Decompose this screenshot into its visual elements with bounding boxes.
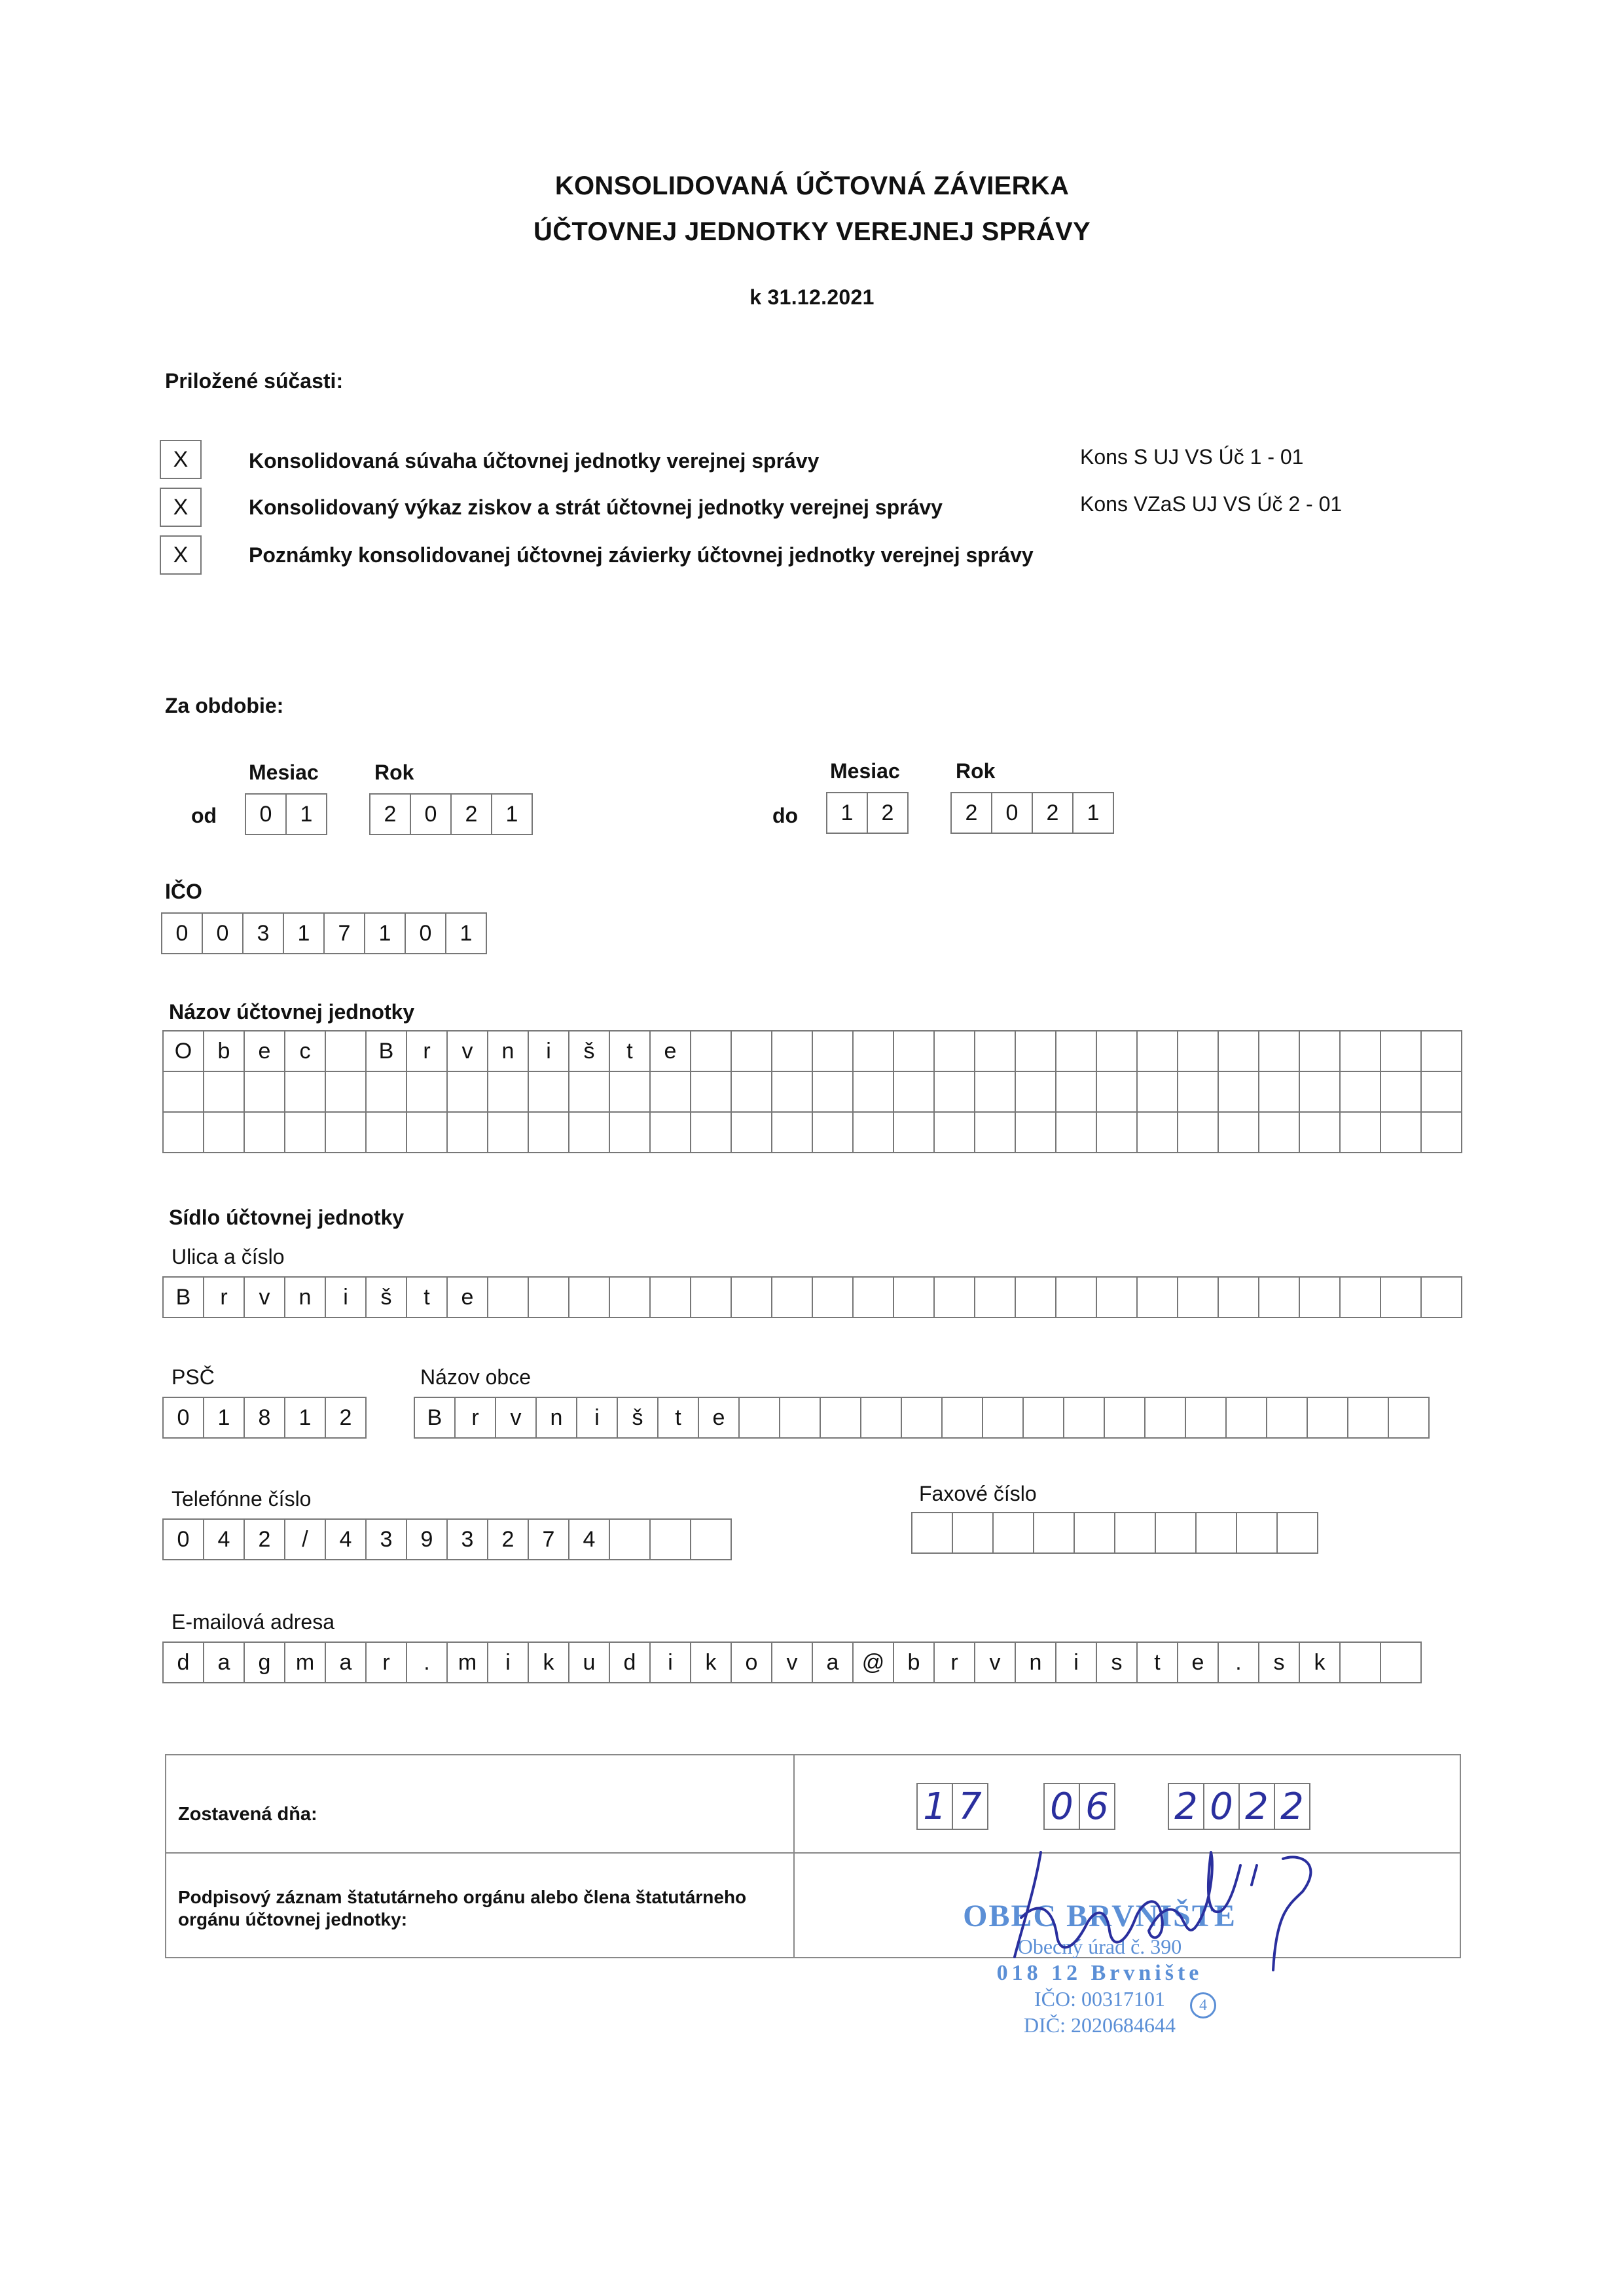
char-cell[interactable] bbox=[974, 1111, 1016, 1153]
email-label: E-mailová adresa bbox=[171, 1610, 334, 1634]
entity-name-row-1[interactable] bbox=[162, 1030, 1461, 1072]
char-cell[interactable] bbox=[1339, 1641, 1381, 1683]
char-cell[interactable] bbox=[1177, 1111, 1219, 1153]
char-cell[interactable] bbox=[1104, 1397, 1146, 1439]
char-cell[interactable] bbox=[649, 1518, 691, 1560]
char-cell[interactable]: 1 bbox=[445, 912, 487, 954]
stamp-address: Obecný úrad č. 390 bbox=[1017, 1935, 1182, 1958]
char-cell[interactable]: 9 bbox=[406, 1518, 448, 1560]
to-month-field[interactable] bbox=[826, 792, 907, 834]
char-cell[interactable]: 1 bbox=[364, 912, 406, 954]
phone-field[interactable] bbox=[162, 1518, 731, 1560]
char-cell[interactable] bbox=[690, 1111, 732, 1153]
compiled-month-field[interactable] bbox=[1043, 1783, 1114, 1830]
char-cell[interactable] bbox=[1339, 1276, 1381, 1318]
char-cell[interactable]: v bbox=[771, 1641, 813, 1683]
fax-label: Faxové číslo bbox=[919, 1482, 1037, 1505]
char-cell[interactable] bbox=[1055, 1276, 1097, 1318]
attachment-code-1: Kons S UJ VS Úč 1 - 01 bbox=[1080, 445, 1304, 469]
char-cell[interactable]: 1 bbox=[285, 793, 327, 835]
char-cell[interactable] bbox=[528, 1111, 569, 1153]
char-cell[interactable] bbox=[1114, 1512, 1156, 1554]
char-cell[interactable] bbox=[1420, 1071, 1462, 1113]
char-cell[interactable] bbox=[1347, 1397, 1389, 1439]
char-cell[interactable]: b bbox=[893, 1641, 935, 1683]
char-cell[interactable] bbox=[284, 1111, 326, 1153]
char-cell[interactable] bbox=[1380, 1641, 1422, 1683]
char-cell[interactable] bbox=[1177, 1030, 1219, 1072]
stamp-number-badge: 4 bbox=[1190, 1992, 1216, 2018]
char-cell[interactable]: r bbox=[406, 1030, 448, 1072]
char-cell[interactable]: n bbox=[487, 1030, 529, 1072]
char-cell[interactable] bbox=[982, 1397, 1024, 1439]
char-cell[interactable] bbox=[731, 1071, 772, 1113]
char-cell[interactable]: 1 bbox=[916, 1783, 953, 1830]
char-cell[interactable] bbox=[731, 1276, 772, 1318]
period-label: Za obdobie: bbox=[165, 694, 284, 717]
char-cell[interactable]: v bbox=[495, 1397, 537, 1439]
char-cell[interactable] bbox=[1218, 1030, 1259, 1072]
char-cell[interactable]: 1 bbox=[826, 792, 868, 834]
char-cell[interactable] bbox=[812, 1071, 854, 1113]
char-cell[interactable] bbox=[893, 1071, 935, 1113]
char-cell[interactable]: n bbox=[535, 1397, 577, 1439]
char-cell[interactable] bbox=[446, 1111, 488, 1153]
char-cell[interactable]: t bbox=[1136, 1641, 1178, 1683]
char-cell[interactable] bbox=[771, 1111, 813, 1153]
entity-name-row-3[interactable] bbox=[162, 1111, 1461, 1153]
char-cell[interactable]: v bbox=[244, 1276, 285, 1318]
char-cell[interactable] bbox=[852, 1030, 894, 1072]
char-cell[interactable] bbox=[1096, 1071, 1138, 1113]
char-cell[interactable] bbox=[1055, 1071, 1097, 1113]
char-cell[interactable] bbox=[941, 1397, 983, 1439]
char-cell[interactable] bbox=[820, 1397, 861, 1439]
char-cell[interactable]: i bbox=[1055, 1641, 1097, 1683]
char-cell[interactable] bbox=[893, 1111, 935, 1153]
char-cell[interactable]: 4 bbox=[568, 1518, 610, 1560]
char-cell[interactable] bbox=[1015, 1071, 1056, 1113]
char-cell[interactable] bbox=[1420, 1111, 1462, 1153]
from-year-label: Rok bbox=[374, 761, 414, 784]
char-cell[interactable]: B bbox=[162, 1276, 204, 1318]
to-label: do bbox=[772, 804, 799, 827]
char-cell[interactable]: e bbox=[698, 1397, 740, 1439]
entity-name-row-2[interactable] bbox=[162, 1071, 1461, 1113]
char-cell[interactable]: 2 bbox=[487, 1518, 529, 1560]
char-cell[interactable] bbox=[1063, 1397, 1105, 1439]
char-cell[interactable]: 1 bbox=[283, 912, 325, 954]
street-label: Ulica a číslo bbox=[171, 1245, 285, 1268]
char-cell[interactable] bbox=[487, 1276, 529, 1318]
char-cell[interactable]: 0 bbox=[245, 793, 287, 835]
char-cell[interactable]: 2 bbox=[1032, 792, 1074, 834]
char-cell[interactable]: 2 bbox=[450, 793, 492, 835]
char-cell[interactable] bbox=[779, 1397, 821, 1439]
char-cell[interactable]: d bbox=[609, 1641, 651, 1683]
char-cell[interactable] bbox=[690, 1071, 732, 1113]
char-cell[interactable] bbox=[1299, 1111, 1341, 1153]
char-cell[interactable]: 0 bbox=[1203, 1783, 1240, 1830]
char-cell[interactable] bbox=[1015, 1111, 1056, 1153]
char-cell[interactable] bbox=[1339, 1111, 1381, 1153]
to-year-label: Rok bbox=[956, 759, 996, 783]
char-cell[interactable]: 0 bbox=[161, 912, 203, 954]
char-cell[interactable] bbox=[1258, 1111, 1300, 1153]
char-cell[interactable]: 0 bbox=[162, 1397, 204, 1439]
char-cell[interactable] bbox=[974, 1071, 1016, 1113]
char-cell[interactable] bbox=[812, 1030, 854, 1072]
char-cell[interactable]: r bbox=[365, 1641, 407, 1683]
char-cell[interactable]: 0 bbox=[1043, 1783, 1080, 1830]
char-cell[interactable] bbox=[1096, 1276, 1138, 1318]
char-cell[interactable]: t bbox=[609, 1030, 651, 1072]
char-cell[interactable]: 4 bbox=[325, 1518, 367, 1560]
char-cell[interactable]: s bbox=[1258, 1641, 1300, 1683]
char-cell[interactable]: 7 bbox=[528, 1518, 569, 1560]
char-cell[interactable] bbox=[1339, 1071, 1381, 1113]
char-cell[interactable] bbox=[901, 1397, 943, 1439]
char-cell[interactable]: B bbox=[365, 1030, 407, 1072]
char-cell[interactable] bbox=[992, 1512, 1034, 1554]
ico-field[interactable] bbox=[161, 912, 486, 954]
char-cell[interactable] bbox=[609, 1518, 651, 1560]
char-cell[interactable]: v bbox=[446, 1030, 488, 1072]
char-cell[interactable] bbox=[649, 1111, 691, 1153]
char-cell[interactable] bbox=[1388, 1397, 1430, 1439]
char-cell[interactable]: k bbox=[528, 1641, 569, 1683]
char-cell[interactable]: 1 bbox=[491, 793, 533, 835]
signature-label: Podpisový záznam štatutárneho orgánu alebo člena štatutárneho orgánu účtovnej jednotky: bbox=[178, 1887, 747, 1929]
stamp-ico: IČO: 00317101 bbox=[1034, 1987, 1165, 2011]
char-cell[interactable] bbox=[690, 1518, 732, 1560]
fax-field[interactable] bbox=[911, 1512, 1317, 1554]
entity-name-label: Názov účtovnej jednotky bbox=[169, 1000, 415, 1024]
char-cell[interactable] bbox=[1136, 1276, 1178, 1318]
char-cell[interactable]: 1 bbox=[203, 1397, 245, 1439]
char-cell[interactable]: s bbox=[1096, 1641, 1138, 1683]
char-cell[interactable]: 2 bbox=[1168, 1783, 1204, 1830]
char-cell[interactable]: e bbox=[244, 1030, 285, 1072]
compiled-year-field[interactable] bbox=[1168, 1783, 1309, 1830]
attachment-label-1: Konsolidovaná súvaha účtovnej jednotky verejnej správy bbox=[249, 449, 820, 473]
attachment-checkbox-2[interactable]: X bbox=[160, 488, 202, 527]
char-cell[interactable]: B bbox=[414, 1397, 456, 1439]
attachment-label-3: Poznámky konsolidovanej účtovnej závierky účtovnej jednotky verejnej správy bbox=[249, 543, 1034, 567]
char-cell[interactable] bbox=[1420, 1030, 1462, 1072]
report-date: k 31.12.2021 bbox=[749, 285, 875, 309]
char-cell[interactable] bbox=[1144, 1397, 1186, 1439]
char-cell[interactable]: / bbox=[284, 1518, 326, 1560]
char-cell[interactable]: c bbox=[284, 1030, 326, 1072]
char-cell[interactable] bbox=[1096, 1030, 1138, 1072]
char-cell[interactable] bbox=[568, 1071, 610, 1113]
char-cell[interactable]: n bbox=[1015, 1641, 1056, 1683]
char-cell[interactable] bbox=[1276, 1512, 1318, 1554]
char-cell[interactable]: 0 bbox=[405, 912, 446, 954]
char-cell[interactable]: a bbox=[325, 1641, 367, 1683]
char-cell[interactable] bbox=[1236, 1512, 1278, 1554]
email-field[interactable] bbox=[162, 1641, 1420, 1683]
char-cell[interactable] bbox=[244, 1111, 285, 1153]
char-cell[interactable]: 0 bbox=[410, 793, 452, 835]
char-cell[interactable]: e bbox=[446, 1276, 488, 1318]
char-cell[interactable] bbox=[1339, 1030, 1381, 1072]
char-cell[interactable]: i bbox=[325, 1276, 367, 1318]
char-cell[interactable]: š bbox=[568, 1030, 610, 1072]
char-cell[interactable]: . bbox=[1218, 1641, 1259, 1683]
attachment-label-2: Konsolidovaný výkaz ziskov a strát účtovnej jednotky verejnej správy bbox=[249, 495, 943, 519]
char-cell[interactable]: 7 bbox=[952, 1783, 988, 1830]
char-cell[interactable] bbox=[1299, 1276, 1341, 1318]
char-cell[interactable]: 2 bbox=[867, 792, 909, 834]
char-cell[interactable] bbox=[609, 1276, 651, 1318]
char-cell[interactable]: 0 bbox=[202, 912, 244, 954]
char-cell[interactable] bbox=[852, 1071, 894, 1113]
compiled-date-label: Zostavená dňa: bbox=[178, 1804, 317, 1825]
char-cell[interactable]: i bbox=[487, 1641, 529, 1683]
char-cell[interactable]: e bbox=[1177, 1641, 1219, 1683]
town-label: Názov obce bbox=[420, 1365, 531, 1389]
char-cell[interactable]: 0 bbox=[162, 1518, 204, 1560]
char-cell[interactable] bbox=[933, 1030, 975, 1072]
char-cell[interactable] bbox=[690, 1276, 732, 1318]
char-cell[interactable] bbox=[609, 1071, 651, 1113]
char-cell[interactable] bbox=[203, 1111, 245, 1153]
char-cell[interactable] bbox=[365, 1111, 407, 1153]
char-cell[interactable] bbox=[609, 1111, 651, 1153]
from-label: od bbox=[191, 804, 217, 827]
stamp-name: OBEC BRVNIŠTE bbox=[963, 1899, 1236, 1933]
char-cell[interactable] bbox=[1380, 1030, 1422, 1072]
char-cell[interactable] bbox=[771, 1030, 813, 1072]
attachment-code-2: Kons VZaS UJ VS Úč 2 - 01 bbox=[1080, 492, 1343, 516]
char-cell[interactable]: 2 bbox=[325, 1397, 367, 1439]
stamp-dic: DIČ: 2020684644 bbox=[1024, 2013, 1176, 2037]
to-year-field[interactable] bbox=[950, 792, 1113, 834]
char-cell[interactable] bbox=[568, 1111, 610, 1153]
char-cell[interactable] bbox=[1136, 1030, 1178, 1072]
char-cell[interactable] bbox=[933, 1276, 975, 1318]
char-cell[interactable]: g bbox=[244, 1641, 285, 1683]
char-cell[interactable] bbox=[933, 1111, 975, 1153]
char-cell[interactable] bbox=[690, 1030, 732, 1072]
char-cell[interactable]: . bbox=[406, 1641, 448, 1683]
document-title-line2: ÚČTOVNEJ JEDNOTKY VEREJNEJ SPRÁVY bbox=[533, 217, 1091, 246]
document-title-line1: KONSOLIDOVANÁ ÚČTOVNÁ ZÁVIERKA bbox=[554, 171, 1070, 200]
char-cell[interactable]: t bbox=[657, 1397, 699, 1439]
stamp-zip-town: 018 12 Brvnište bbox=[996, 1961, 1203, 1985]
char-cell[interactable] bbox=[1022, 1397, 1064, 1439]
char-cell[interactable] bbox=[1055, 1030, 1097, 1072]
char-cell[interactable] bbox=[406, 1111, 448, 1153]
char-cell[interactable]: š bbox=[617, 1397, 659, 1439]
char-cell[interactable] bbox=[1380, 1071, 1422, 1113]
from-month-field[interactable] bbox=[245, 793, 326, 835]
zip-field[interactable] bbox=[162, 1397, 365, 1439]
char-cell[interactable] bbox=[487, 1111, 529, 1153]
char-cell[interactable]: 0 bbox=[991, 792, 1033, 834]
char-cell[interactable]: i bbox=[528, 1030, 569, 1072]
town-field[interactable] bbox=[414, 1397, 1428, 1439]
char-cell[interactable] bbox=[1185, 1397, 1227, 1439]
char-cell[interactable]: a bbox=[812, 1641, 854, 1683]
char-cell[interactable]: i bbox=[576, 1397, 618, 1439]
char-cell[interactable] bbox=[771, 1071, 813, 1113]
char-cell[interactable]: u bbox=[568, 1641, 610, 1683]
attachments-label: Priložené súčasti: bbox=[165, 369, 344, 393]
char-cell[interactable]: v bbox=[974, 1641, 1016, 1683]
zip-label: PSČ bbox=[171, 1365, 215, 1389]
char-cell[interactable] bbox=[1177, 1276, 1219, 1318]
char-cell[interactable]: 2 bbox=[1238, 1783, 1275, 1830]
char-cell[interactable] bbox=[860, 1397, 902, 1439]
char-cell[interactable] bbox=[365, 1071, 407, 1113]
char-cell[interactable]: r bbox=[454, 1397, 496, 1439]
char-cell[interactable]: 7 bbox=[323, 912, 365, 954]
char-cell[interactable] bbox=[1218, 1276, 1259, 1318]
attachment-checkbox-3[interactable]: X bbox=[160, 535, 202, 575]
char-cell[interactable] bbox=[812, 1276, 854, 1318]
char-cell[interactable]: k bbox=[690, 1641, 732, 1683]
char-cell[interactable]: k bbox=[1299, 1641, 1341, 1683]
char-cell[interactable] bbox=[284, 1071, 326, 1113]
char-cell[interactable]: m bbox=[446, 1641, 488, 1683]
char-cell[interactable] bbox=[852, 1276, 894, 1318]
char-cell[interactable]: 3 bbox=[446, 1518, 488, 1560]
to-month-label: Mesiac bbox=[830, 759, 900, 783]
char-cell[interactable] bbox=[1380, 1111, 1422, 1153]
char-cell[interactable] bbox=[1074, 1512, 1115, 1554]
char-cell[interactable]: e bbox=[649, 1030, 691, 1072]
char-cell[interactable]: t bbox=[406, 1276, 448, 1318]
char-cell[interactable]: 2 bbox=[369, 793, 411, 835]
char-cell[interactable] bbox=[1136, 1071, 1178, 1113]
char-cell[interactable]: a bbox=[203, 1641, 245, 1683]
char-cell[interactable] bbox=[852, 1111, 894, 1153]
char-cell[interactable] bbox=[1299, 1071, 1341, 1113]
char-cell[interactable] bbox=[1258, 1030, 1300, 1072]
char-cell[interactable] bbox=[1055, 1111, 1097, 1153]
char-cell[interactable]: r bbox=[203, 1276, 245, 1318]
ico-label: IČO bbox=[165, 880, 202, 903]
char-cell[interactable] bbox=[244, 1071, 285, 1113]
char-cell[interactable]: m bbox=[284, 1641, 326, 1683]
char-cell[interactable]: 2 bbox=[1274, 1783, 1310, 1830]
char-cell[interactable] bbox=[731, 1111, 772, 1153]
char-cell[interactable]: d bbox=[162, 1641, 204, 1683]
char-cell[interactable]: 6 bbox=[1079, 1783, 1115, 1830]
compiled-day-field[interactable] bbox=[916, 1783, 987, 1830]
char-cell[interactable] bbox=[649, 1276, 691, 1318]
char-cell[interactable] bbox=[162, 1071, 204, 1113]
char-cell[interactable] bbox=[812, 1111, 854, 1153]
char-cell[interactable] bbox=[528, 1276, 569, 1318]
phone-label: Telefónne číslo bbox=[171, 1487, 312, 1511]
char-cell[interactable] bbox=[487, 1071, 529, 1113]
char-cell[interactable]: 1 bbox=[1072, 792, 1114, 834]
handwritten-signature bbox=[995, 1839, 1362, 1977]
char-cell[interactable] bbox=[325, 1111, 367, 1153]
char-cell[interactable] bbox=[911, 1512, 953, 1554]
char-cell[interactable] bbox=[1015, 1276, 1056, 1318]
char-cell[interactable]: 4 bbox=[203, 1518, 245, 1560]
char-cell[interactable] bbox=[893, 1276, 935, 1318]
signature-box-divider-vertical bbox=[793, 1754, 795, 1958]
street-field[interactable] bbox=[162, 1276, 1461, 1318]
char-cell[interactable] bbox=[1015, 1030, 1056, 1072]
char-cell[interactable] bbox=[649, 1071, 691, 1113]
char-cell[interactable] bbox=[1258, 1276, 1300, 1318]
char-cell[interactable] bbox=[203, 1071, 245, 1113]
char-cell[interactable]: b bbox=[203, 1030, 245, 1072]
char-cell[interactable]: 2 bbox=[244, 1518, 285, 1560]
from-year-field[interactable] bbox=[369, 793, 532, 835]
char-cell[interactable] bbox=[568, 1276, 610, 1318]
char-cell[interactable]: 3 bbox=[365, 1518, 407, 1560]
attachment-checkbox-1[interactable]: X bbox=[160, 440, 202, 479]
char-cell[interactable] bbox=[771, 1276, 813, 1318]
char-cell[interactable]: r bbox=[933, 1641, 975, 1683]
seat-label: Sídlo účtovnej jednotky bbox=[169, 1206, 405, 1229]
char-cell[interactable] bbox=[1177, 1071, 1219, 1113]
from-month-label: Mesiac bbox=[249, 761, 319, 784]
char-cell[interactable] bbox=[1258, 1071, 1300, 1113]
char-cell[interactable]: n bbox=[284, 1276, 326, 1318]
char-cell[interactable] bbox=[1096, 1111, 1138, 1153]
char-cell[interactable] bbox=[406, 1071, 448, 1113]
char-cell[interactable]: 2 bbox=[950, 792, 992, 834]
char-cell[interactable] bbox=[731, 1030, 772, 1072]
char-cell[interactable] bbox=[1380, 1276, 1422, 1318]
char-cell[interactable] bbox=[974, 1030, 1016, 1072]
char-cell[interactable] bbox=[1136, 1111, 1178, 1153]
char-cell[interactable] bbox=[325, 1030, 367, 1072]
char-cell[interactable]: 1 bbox=[284, 1397, 326, 1439]
char-cell[interactable] bbox=[1155, 1512, 1197, 1554]
char-cell[interactable] bbox=[1420, 1276, 1462, 1318]
char-cell[interactable]: 8 bbox=[244, 1397, 285, 1439]
char-cell[interactable] bbox=[446, 1071, 488, 1113]
char-cell[interactable] bbox=[528, 1071, 569, 1113]
char-cell[interactable] bbox=[974, 1276, 1016, 1318]
char-cell[interactable]: š bbox=[365, 1276, 407, 1318]
char-cell[interactable]: o bbox=[731, 1641, 772, 1683]
char-cell[interactable] bbox=[893, 1030, 935, 1072]
char-cell[interactable] bbox=[1218, 1111, 1259, 1153]
char-cell[interactable] bbox=[1266, 1397, 1308, 1439]
char-cell[interactable] bbox=[933, 1071, 975, 1113]
char-cell[interactable] bbox=[1218, 1071, 1259, 1113]
char-cell[interactable] bbox=[1299, 1030, 1341, 1072]
char-cell[interactable] bbox=[162, 1111, 204, 1153]
char-cell[interactable] bbox=[952, 1512, 994, 1554]
char-cell[interactable]: @ bbox=[852, 1641, 894, 1683]
char-cell[interactable] bbox=[1225, 1397, 1267, 1439]
char-cell[interactable]: 3 bbox=[242, 912, 284, 954]
char-cell[interactable] bbox=[1033, 1512, 1075, 1554]
char-cell[interactable] bbox=[1195, 1512, 1237, 1554]
char-cell[interactable]: O bbox=[162, 1030, 204, 1072]
char-cell[interactable] bbox=[738, 1397, 780, 1439]
char-cell[interactable] bbox=[1307, 1397, 1348, 1439]
char-cell[interactable] bbox=[325, 1071, 367, 1113]
char-cell[interactable]: i bbox=[649, 1641, 691, 1683]
